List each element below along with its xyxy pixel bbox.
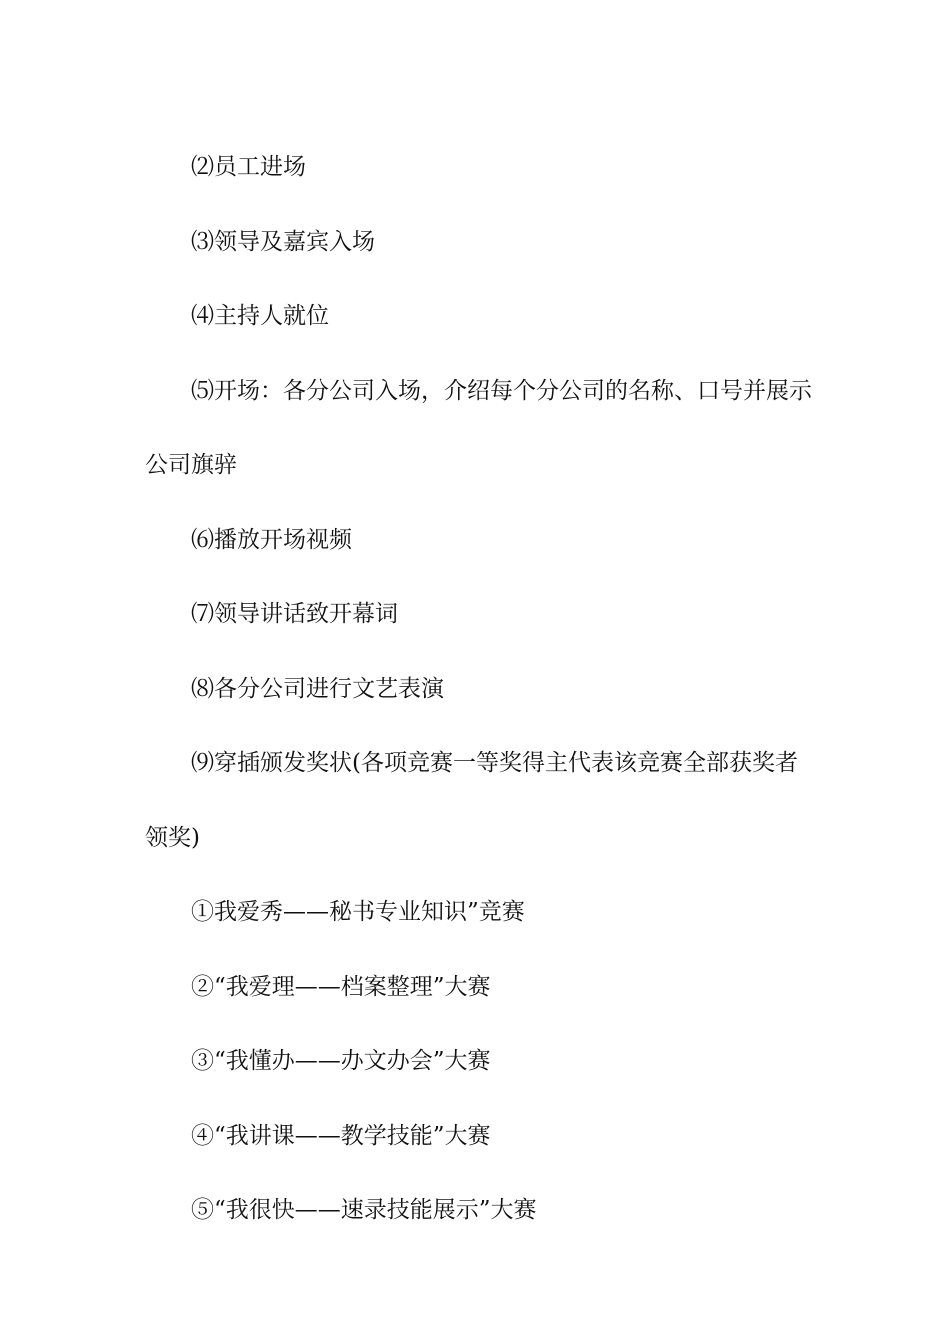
paragraph-awards: ⑼穿插颁发奖状(各项竞赛一等奖得主代表该竞赛全部获奖者领奖) <box>145 750 798 851</box>
paragraph-staff-entry: ⑵员工进场 <box>191 154 306 180</box>
list-item-contest-3: ③“我懂办——办文办会”大赛 <box>191 1048 491 1074</box>
paragraph-opening-speech: ⑺领导讲话致开幕词 <box>191 601 398 627</box>
paragraph-opening-video: ⑹播放开场视频 <box>191 526 352 553</box>
paragraph-performances: ⑻各分公司进行文艺表演 <box>191 675 444 702</box>
paragraph-opening: ⑸开场：各分公司入场，介绍每个分公司的名称、口号并展示公司旗骍 <box>145 377 812 478</box>
list-item-contest-5: ⑤“我很快——速录技能展示”大赛 <box>191 1197 537 1223</box>
paragraph-host-ready: ⑷主持人就位 <box>191 303 329 329</box>
list-item-contest-4: ④“我讲课——教学技能”大赛 <box>191 1122 491 1149</box>
list-item-contest-2: ②“我爱理——档案整理”大赛 <box>191 973 491 1000</box>
document-body <box>145 130 815 1248</box>
list-item-contest-1: ①我爱秀——秘书专业知识”竞赛 <box>191 899 525 925</box>
paragraph-leaders-entry: ⑶领导及嘉宾入场 <box>191 228 375 255</box>
